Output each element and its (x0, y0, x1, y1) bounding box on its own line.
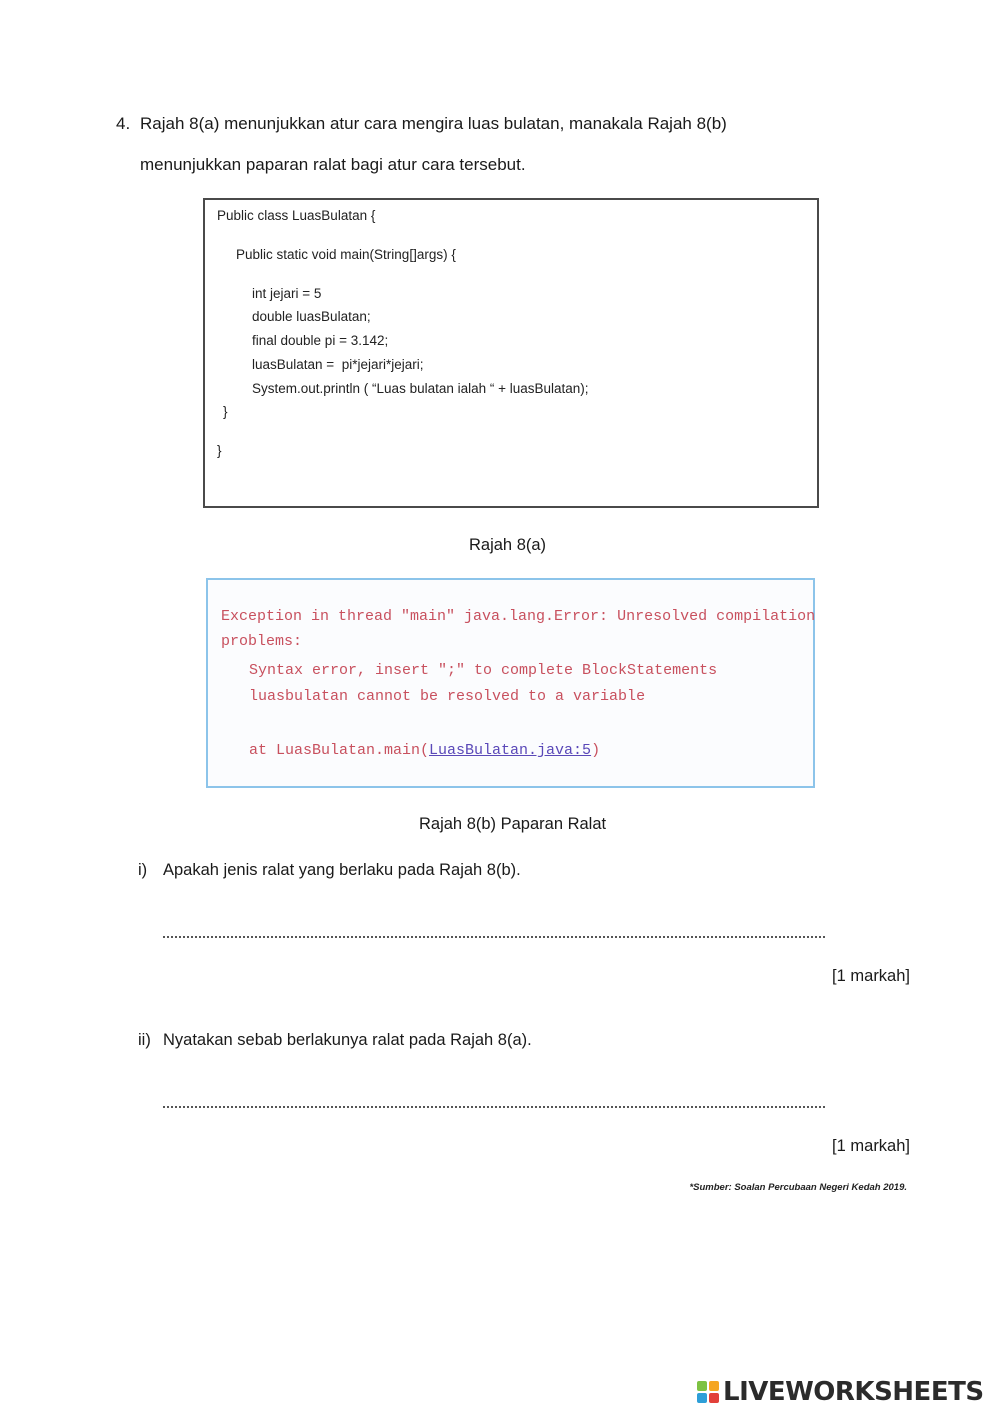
code-line: } (223, 404, 228, 419)
marks-label: [1 markah] (832, 1137, 910, 1155)
answer-line[interactable] (163, 1106, 825, 1108)
logo-square-icon (697, 1393, 707, 1403)
code-line: final double pi = 3.142; (252, 333, 389, 348)
source-note: *Sumber: Soalan Percubaan Negeri Kedah 2019. (689, 1182, 907, 1193)
sub-question-number: ii) (138, 1031, 151, 1049)
liveworksheets-logo (697, 1377, 984, 1407)
marks-label: [1 markah] (832, 967, 910, 985)
code-line: } (217, 443, 222, 458)
sub-question-text: Nyatakan sebab berlakunya ralat pada Rajah 8(a). (163, 1031, 532, 1049)
code-figure (203, 198, 819, 508)
code-line: System.out.println ( “Luas bulatan ialah “ + luasBulatan); (252, 381, 589, 396)
answer-line[interactable] (163, 936, 825, 938)
figure-caption-a: Rajah 8(a) (469, 536, 547, 554)
error-line: Syntax error, insert ";" to complete BlockStatements (249, 662, 718, 679)
figure-caption-b: Rajah 8(b) Paparan Ralat (419, 815, 607, 833)
error-line: Exception in thread "main" java.lang.Error: Unresolved compilation (221, 608, 816, 625)
brand-name: LIVEWORKSHEETS (723, 1377, 984, 1407)
question-text-line-1: Rajah 8(a) menunjukkan atur cara mengira luas bulatan, manakala Rajah 8(b) (140, 114, 727, 133)
sub-question-text: Apakah jenis ralat yang berlaku pada Rajah 8(b). (163, 861, 521, 879)
error-figure (206, 578, 815, 788)
logo-square-icon (697, 1381, 707, 1391)
error-stack-suffix: ) (591, 742, 601, 759)
error-stack-prefix: at LuasBulatan.main( (249, 742, 430, 759)
logo-square-icon (709, 1393, 719, 1403)
code-line: int jejari = 5 (252, 286, 322, 301)
question-number: 4. (116, 114, 131, 133)
logo-grid-icon (697, 1381, 719, 1403)
logo-square-icon (709, 1381, 719, 1391)
question-text-line-2: menunjukkan paparan ralat bagi atur cara tersebut. (140, 155, 526, 174)
error-stack-line (249, 742, 600, 759)
sub-question-number: i) (138, 861, 148, 879)
code-line: Public class LuasBulatan { (217, 208, 376, 223)
stack-trace-link[interactable]: LuasBulatan.java:5 (429, 742, 592, 759)
code-line: double luasBulatan; (252, 309, 371, 324)
code-line: Public static void main(String[]args) { (236, 247, 456, 262)
error-line: problems: (221, 633, 303, 650)
code-line: luasBulatan = pi*jejari*jejari; (252, 357, 424, 372)
error-line: luasbulatan cannot be resolved to a variable (249, 688, 646, 705)
